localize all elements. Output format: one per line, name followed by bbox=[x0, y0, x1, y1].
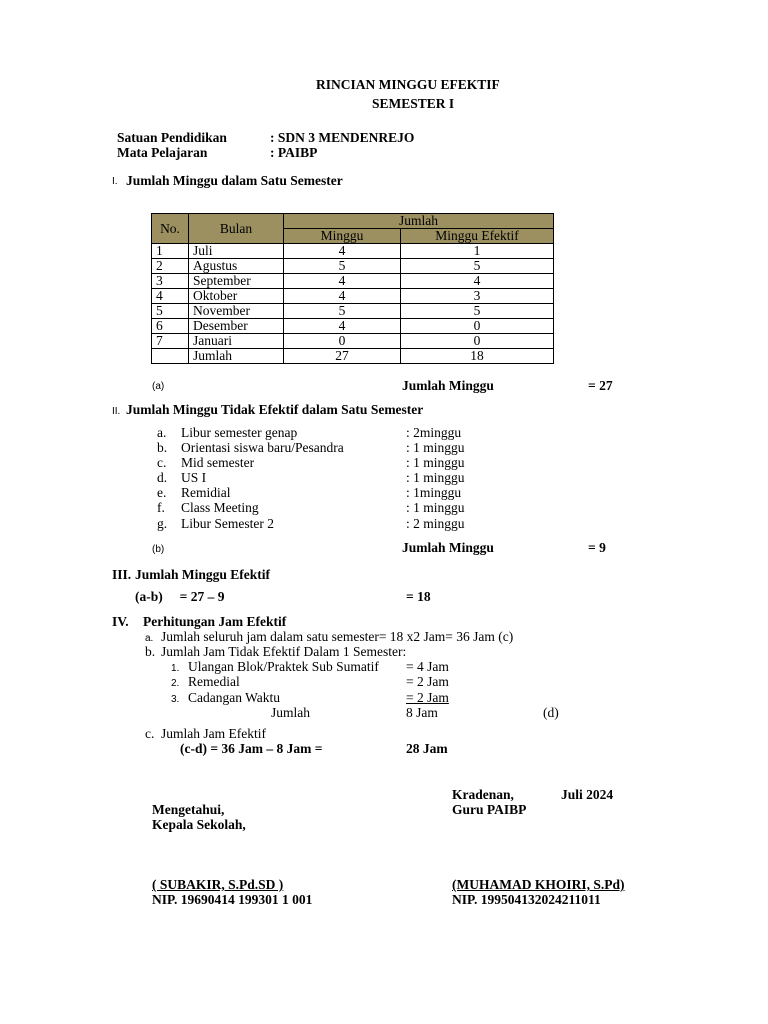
table-row bbox=[152, 334, 554, 349]
cell-bulan: Desember bbox=[189, 319, 284, 334]
cell-no: 3 bbox=[152, 274, 189, 289]
cell-bulan: Januari bbox=[189, 334, 284, 349]
cell-total-label: Jumlah bbox=[189, 349, 284, 364]
document-subtitle: SEMESTER I bbox=[372, 96, 455, 111]
item-letter: e. bbox=[157, 485, 167, 500]
signature-left-line1: Mengetahui, bbox=[152, 802, 225, 817]
signature-left-nip: NIP. 19690414 199301 1 001 bbox=[152, 892, 313, 907]
cell-minggu: 5 bbox=[284, 259, 401, 274]
section3-number: III. bbox=[112, 567, 132, 582]
subject-value: : PAIBP bbox=[270, 145, 318, 160]
item-value: : 1 minggu bbox=[406, 500, 465, 515]
section2-summary-label: Jumlah Minggu bbox=[402, 540, 494, 555]
section4-c-formula: (c-d) = 36 Jam – 8 Jam = bbox=[180, 741, 323, 756]
item-value: : 2 minggu bbox=[406, 516, 465, 531]
item-letter: c. bbox=[157, 455, 167, 470]
item-letter: a. bbox=[157, 425, 167, 440]
item-label: US I bbox=[181, 470, 207, 485]
item-label: Class Meeting bbox=[181, 500, 259, 515]
cell-efektif: 4 bbox=[401, 274, 554, 289]
item-value: : 1 minggu bbox=[406, 470, 465, 485]
cell-bulan: Agustus bbox=[189, 259, 284, 274]
section3-result: = 18 bbox=[406, 589, 431, 604]
section4-a-text: Jumlah seluruh jam dalam satu semester= 18 x2 Jam= 36 Jam (c) bbox=[161, 629, 514, 644]
section2-tag: (b) bbox=[152, 544, 165, 555]
cell-no: 7 bbox=[152, 334, 189, 349]
section2-number: II. bbox=[112, 406, 121, 417]
item-value: = 2 Jam bbox=[406, 690, 449, 705]
school-label: Satuan Pendidikan bbox=[117, 130, 227, 145]
section1-title: Jumlah Minggu dalam Satu Semester bbox=[126, 173, 343, 188]
cell-total-minggu: 27 bbox=[284, 349, 401, 364]
item-letter: f. bbox=[157, 500, 165, 515]
cell-minggu: 4 bbox=[284, 244, 401, 259]
item-label: Orientasi siswa baru/Pesandra bbox=[181, 440, 344, 455]
item-value: : 1minggu bbox=[406, 485, 462, 500]
section4-a-letter: a. bbox=[145, 633, 154, 644]
cell-minggu: 4 bbox=[284, 289, 401, 304]
item-value: : 1 minggu bbox=[406, 440, 465, 455]
col-minggu-header: Minggu bbox=[284, 229, 401, 244]
signature-right-name: (MUHAMAD KHOIRI, S.Pd) bbox=[452, 877, 625, 892]
signature-right-role: Guru PAIBP bbox=[452, 802, 527, 817]
cell-efektif: 5 bbox=[401, 304, 554, 319]
item-value: : 1 minggu bbox=[406, 455, 465, 470]
item-label: Cadangan Waktu bbox=[188, 690, 281, 705]
cell-no: 5 bbox=[152, 304, 189, 319]
item-value: = 2 Jam bbox=[406, 674, 449, 689]
signature-date: Juli 2024 bbox=[561, 787, 614, 802]
signature-left-name: ( SUBAKIR, S.Pd.SD ) bbox=[152, 877, 284, 892]
cell-empty bbox=[152, 349, 189, 364]
section4-title: Perhitungan Jam Efektif bbox=[143, 614, 287, 629]
cell-no: 6 bbox=[152, 319, 189, 334]
table-row bbox=[152, 319, 554, 334]
item-label: Mid semester bbox=[181, 455, 255, 470]
cell-efektif: 0 bbox=[401, 319, 554, 334]
item-value: = 4 Jam bbox=[406, 659, 449, 674]
item-letter: g. bbox=[157, 516, 168, 531]
section4-number: IV. bbox=[112, 614, 129, 629]
item-label: Remidial bbox=[181, 485, 231, 500]
hours-total-tag: (d) bbox=[543, 705, 559, 720]
cell-efektif: 1 bbox=[401, 244, 554, 259]
item-label: Libur semester genap bbox=[181, 425, 298, 440]
cell-efektif: 3 bbox=[401, 289, 554, 304]
section4-c-letter: c. bbox=[145, 726, 155, 741]
weeks-table bbox=[151, 213, 554, 364]
table-row bbox=[152, 289, 554, 304]
signature-right-nip: NIP. 199504132024211011 bbox=[452, 892, 601, 907]
table-row bbox=[152, 274, 554, 289]
cell-no: 4 bbox=[152, 289, 189, 304]
cell-minggu: 4 bbox=[284, 319, 401, 334]
item-letter: d. bbox=[157, 470, 168, 485]
cell-efektif: 5 bbox=[401, 259, 554, 274]
cell-bulan: September bbox=[189, 274, 284, 289]
table-row bbox=[152, 304, 554, 319]
cell-total-efektif: 18 bbox=[401, 349, 554, 364]
document-title: RINCIAN MINGGU EFEKTIF bbox=[316, 77, 500, 92]
col-no-header: No. bbox=[152, 214, 189, 244]
cell-minggu: 5 bbox=[284, 304, 401, 319]
cell-efektif: 0 bbox=[401, 334, 554, 349]
cell-bulan: Juli bbox=[189, 244, 284, 259]
item-label: Remedial bbox=[188, 674, 240, 689]
table-total-row bbox=[152, 349, 554, 364]
cell-no: 2 bbox=[152, 259, 189, 274]
section1-number: I. bbox=[112, 176, 118, 187]
section4-b-text: Jumlah Jam Tidak Efektif Dalam 1 Semester: bbox=[161, 644, 407, 659]
cell-bulan: Oktober bbox=[189, 289, 284, 304]
signature-left-line2: Kepala Sekolah, bbox=[152, 817, 246, 832]
section4-c-text: Jumlah Jam Efektif bbox=[161, 726, 266, 741]
section1-summary-label: Jumlah Minggu bbox=[402, 378, 494, 393]
table-row bbox=[152, 259, 554, 274]
section1-summary-value: = 27 bbox=[588, 378, 613, 393]
item-number: 2. bbox=[171, 678, 180, 689]
hours-total-label: Jumlah bbox=[271, 705, 310, 720]
cell-minggu: 0 bbox=[284, 334, 401, 349]
cell-minggu: 4 bbox=[284, 274, 401, 289]
section3-title: Jumlah Minggu Efektif bbox=[135, 567, 271, 582]
col-jumlah-header: Jumlah bbox=[284, 214, 554, 229]
cell-bulan: November bbox=[189, 304, 284, 319]
section2-title: Jumlah Minggu Tidak Efektif dalam Satu Semester bbox=[126, 402, 424, 417]
table-row bbox=[152, 244, 554, 259]
hours-total-value: 8 Jam bbox=[406, 705, 438, 720]
item-number: 1. bbox=[171, 663, 180, 674]
item-label: Libur Semester 2 bbox=[181, 516, 274, 531]
col-efektif-header: Minggu Efektif bbox=[401, 229, 554, 244]
section1-tag: (a) bbox=[152, 381, 165, 392]
item-letter: b. bbox=[157, 440, 168, 455]
cell-no: 1 bbox=[152, 244, 189, 259]
section4-b-letter: b. bbox=[145, 644, 156, 659]
signature-place: Kradenan, bbox=[452, 787, 514, 802]
section2-summary-value: = 9 bbox=[588, 540, 606, 555]
section4-c-result: 28 Jam bbox=[406, 741, 448, 756]
subject-label: Mata Pelajaran bbox=[117, 145, 208, 160]
section3-formula: (a-b) = 27 – 9 bbox=[135, 589, 225, 604]
col-bulan-header: Bulan bbox=[189, 214, 284, 244]
item-value: : 2minggu bbox=[406, 425, 462, 440]
school-value: : SDN 3 MENDENREJO bbox=[270, 130, 415, 145]
item-number: 3. bbox=[171, 694, 180, 705]
item-label: Ulangan Blok/Praktek Sub Sumatif bbox=[188, 659, 379, 674]
